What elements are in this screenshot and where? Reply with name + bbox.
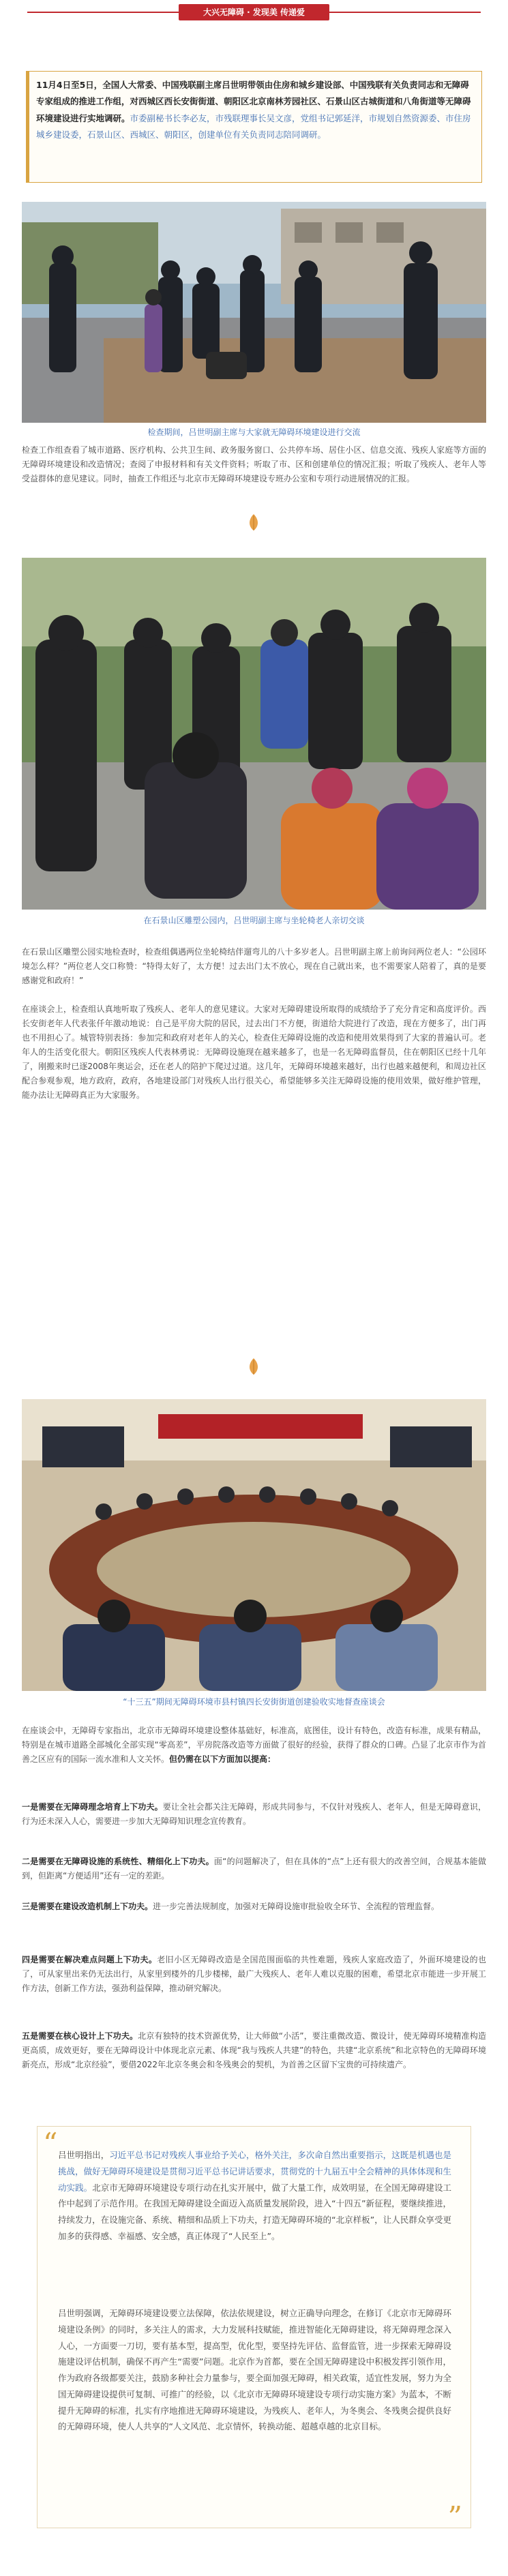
caption-meeting-room: “十三五”期间无障碍环境市县村镇四长安街街道创建验收实地督查座谈会 (123, 1697, 385, 1707)
header-tag: 大兴无障碍 · 发现美 传递爱 (179, 4, 329, 20)
photo-meeting-room (22, 1399, 486, 1691)
point-body: 进一步完善法规制度，加强对无障碍设施审批验收全环节、全流程的管理监督。 (153, 1902, 440, 1911)
improvement-point-3 (22, 1900, 486, 1914)
paragraph-forum-feedback: 在座谈会上，检查组认真地听取了残疾人、老年人的意见建议。大家对无障碍建设所取得的成绩给予了充分肯定和高度评价。西长安街老年人代表张仟年激动地说：自己是平房大院的居民，过去出门不方便，街道给大院进行了改造，现在方便多了，出门再也不用担心了。城管特别表扬：参加完和政府对老年人的关心，检查住无障碍设施的改造和使用效果得到了大家的普遍认可。老年人的生活变化很大。朝阳区残疾人代表林勇说：无障碍设施现在越来越多了，也是一名无障碍监督员，住在朝阳区已经十几年了，刚搬来时已逐2008年奥运会，还在老人的陪护下爬过过道。这几年，无障碍环境越来越好，出行也越来越便利，和周边社区配合参观参观，地方政府，政府，各地建设部门对残疾人出行很关心，希望能够多关注无障碍设施的使用效果，做好维护管理，能办法让无障碍真正为大家服务。 (22, 1004, 486, 1100)
quote-paragraph-2: 吕世明强调，无障碍环境建设要立法保障，依法依规建设，树立正确导向理念，在修订《北京市无障碍环境建设条例》的同时，多关注人的需求，大力发展科技赋能，推进智能化无障碍建设，将无障碍理念深入人心，一方面要一刀切，要有基本型，提高型，优化型，要坚持先评估、监督监管，进一步探索无障碍设施建设评估机制，确保不再产生“需要”问题。北京作为首都，要在全国无障碍建设中积极发挥引领作用，作为政府各级都要关注，鼓励多种社会力量参与，要全面加强无障碍，相关政策，适宜性发展，努力为全国无障碍建设提供可复制、可推广的经验，以《北京市无障碍环境建设专项行动实施方案》为蓝本，不断提升无障碍的标准，扎实有序地推进无障碍环境建设，为残疾人、老年人，为冬奥会、冬残奥会提供良好的无障碍环境，使人人共享的“人文风范、北京情怀，转换动能、超越卓越的北京目标。 (58, 2308, 451, 2432)
caption-park-conversation: 在石景山区雕塑公园内，吕世明副主席与坐轮椅老人亲切交谈 (143, 916, 365, 925)
leaf-divider-icon (245, 1357, 262, 1376)
paragraph-park-visit: 在石景山区雕塑公园实地检查时，检查组偶遇两位坐轮椅结伴遛弯儿的八十多岁老人。吕世明副主席上前询问两位老人：“公园环境怎么样？”两位老人交口称赞：“特得太好了，太方便！过去出门太不放心，现在自己就出来，也不需要家人陪着了，真的是要感谢党和政府！” (22, 947, 486, 985)
point-body: 面“的问题解决了，但在具体的“点”上还有很大的改善空间，合规基本能做到，但距离“方便适用”还有一定的差距。 (22, 1857, 486, 1881)
paragraph-expert-review (22, 1724, 486, 1767)
point-body: 要让全社会都关注无障碍，形成共同参与，不仅针对残疾人、老年人，但是无障碍意识，行为还未深入人心，需要进一步加大无障碍知识理念宣传教育。 (22, 1802, 486, 1826)
leaf-divider-icon (245, 513, 262, 532)
point-head: 二是需要在无障碍设施的系统性、精细化上下功夫。 (22, 1857, 214, 1866)
intro-attendees: 市委副秘书长李必友，市残联理事长吴文彦，党组书记郭延洋，市规划自然资源委、市住房城乡建设委，石景山区、西城区、朝阳区，创建单位有关负责同志陪同调研。 (36, 113, 471, 140)
point-head: 五是需要在核心设计上下功夫。 (22, 2031, 138, 2041)
photo-street-inspection (22, 202, 486, 423)
quote-lead: 吕世明指出， (58, 2150, 110, 2160)
street-inspection-image (22, 202, 486, 423)
improvement-point-1 (22, 1800, 486, 1829)
intro-accent-bar (27, 72, 29, 182)
improvement-point-5 (22, 2029, 486, 2072)
quote-rest: 北京市无障碍环境建设专项行动在扎实开展中，做了大量工作，成效明显，在全国无障碍建设工作中起到了示范作用。在我国无障碍建设全面迈入高质量发展阶段，进入“十四五”新征程，要继续推进，持续发力，在设施完备、系统、精细和品质上下功夫，打造无障碍环境的“北京样板”，让人民群众享受更加多的获得感、幸福感、安全感，真正体现了“人民至上”。 (58, 2182, 451, 2241)
header-banner (0, 4, 508, 20)
point-head: 一是需要在无障碍理念培育上下功夫。 (22, 1802, 163, 1812)
improvement-point-2 (22, 1855, 486, 1883)
quote-paragraph-1 (58, 2147, 451, 2245)
quote-box (37, 2126, 471, 2534)
photo-park-conversation (22, 558, 486, 910)
expert-review-text: 在座谈会中，无障碍专家指出，北京市无障碍环境建设整体基础好，标准高，底图佳，设计有特色，改造有标准，成果有精品，特别是在城市道路全部城化全部实现“零高差”，平房院落改造等方面做了很好的经验，获得了群众的口碑。凸显了北京市作为首善之区应有的国际一流水准和人文关怀。 (22, 1726, 486, 1764)
close-quote-icon: ” (447, 2500, 462, 2534)
intro-lead: 11月4日至5日，全国人大常委、中国残联副主席吕世明带领由住房和城乡建设部、中国残联有关负责同志和无障碍专家组成的推进工作组，对西城区西长安街街道、朝阳区北京南林芳园社区、石景山区古城街道和八角街道等无障碍环境建设进行实地调研。 (36, 80, 471, 123)
park-conversation-image (22, 558, 486, 910)
point-head: 三是需要在建设改造机制上下功夫。 (22, 1902, 153, 1911)
open-quote-icon: “ (43, 2127, 58, 2160)
point-body: 老旧小区无障碍改造是全国范围面临的共性难题，残疾人家庭改造了，外面环境建设的也了，可从家里出来仍无法出行，从家里到楼外的几步楼梯，最广大残疾人、老年人难以克服的困难，希望北京市能进一步开展工作方法，创新工作方法，强劲利益保障，推动研究解决。 (22, 1955, 486, 1993)
caption-street-inspection: 检查期间，吕世明副主席与大家就无障碍环境建设进行交流 (147, 428, 361, 437)
improvement-point-4 (22, 1953, 486, 1996)
meeting-room-image (22, 1399, 486, 1691)
point-body: 北京有独特的技术资源优势，让大师做“小活”，要注重微改造、微设计，使无障碍环境精准构造更高质，成效更好，要在无障碍设计中体现北京元素、体现“我与残疾人共建”的特色，共建“北京系统”和北京特色的无障碍环境新亮点，形成“北京经验”，要借2022年北京冬奥会和冬残奥会的契机，为首善之区留下宝贵的可持续遗产。 (22, 2031, 486, 2069)
paragraph-inspection-scope: 检查工作组查看了城市道路、医疗机构、公共卫生间、政务服务窗口、公共停车场、居住小区、信息交流、残疾人家庭等方面的无障碍环境建设和改造情况；查阅了申报材料和有关文件资料；听取了市、区和创建单位的情况汇报；听取了残疾人、老年人等受益群体的意见建议。同时，抽查工作组还与北京市无障碍环境建设专班办公室和专项行动进展情况的汇报。 (22, 445, 486, 483)
point-head: 四是需要在解决难点问题上下功夫。 (22, 1955, 158, 1964)
expert-review-tail: 但仍需在以下方面加以提高： (169, 1754, 276, 1764)
quote-highlight: 习近平总书记对残疾人事业给予关心，格外关注，多次命自然出重要指示，这既是机遇也是挑战，做好无障碍环境建设是贯彻习近平总书记讲话要求，贯彻党的十九届五中全会精神的具体体现和生动实践。 (58, 2150, 451, 2193)
intro-text (36, 77, 475, 144)
intro-box (26, 71, 482, 183)
